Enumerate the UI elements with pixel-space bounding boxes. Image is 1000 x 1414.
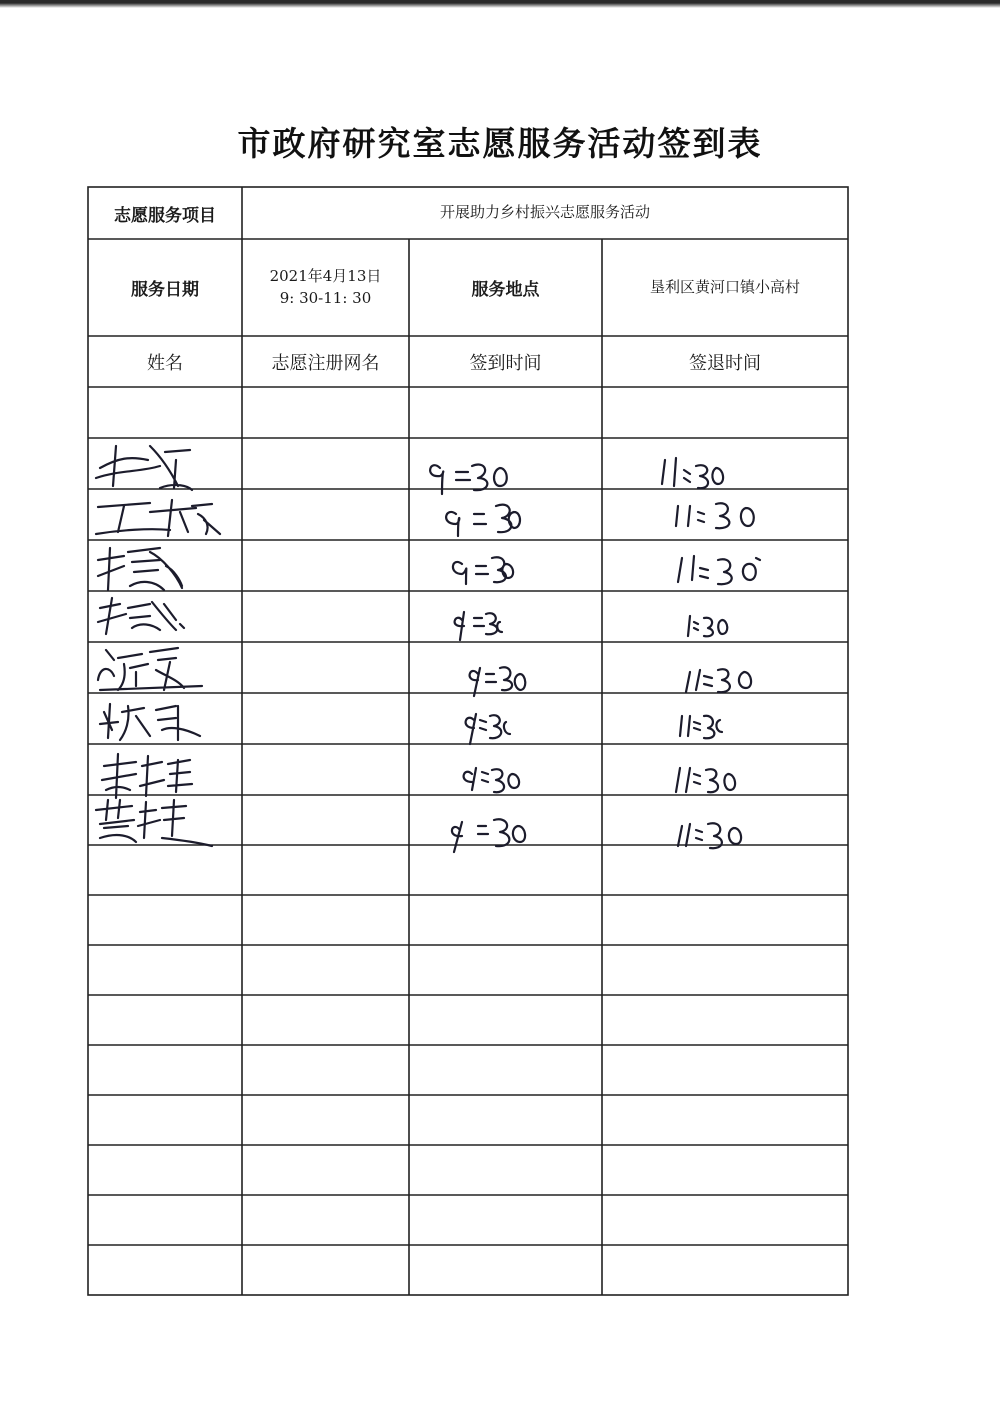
column-header-sign-in: 签到时间 bbox=[469, 352, 542, 374]
column-header-net-name: 志愿注册网名 bbox=[271, 352, 380, 374]
column-header-sign-out: 签退时间 bbox=[689, 352, 761, 374]
row-7-times bbox=[464, 768, 735, 792]
date-value-line2: 9: 30-11: 30 bbox=[279, 288, 372, 307]
project-label: 志愿服务项目 bbox=[114, 205, 216, 226]
page-title: 市政府研究室志愿服务活动签到表 bbox=[237, 124, 763, 163]
row-1-times bbox=[430, 458, 723, 494]
signature-row-5 bbox=[98, 648, 202, 690]
column-header-name: 姓名 bbox=[147, 352, 183, 374]
location-value: 垦利区黄河口镇小高村 bbox=[649, 277, 800, 296]
signature-row-8 bbox=[96, 800, 212, 846]
date-value-line1: 2021年4月13日 bbox=[269, 266, 382, 285]
date-label: 服务日期 bbox=[131, 280, 199, 300]
row-3-times bbox=[453, 556, 760, 584]
row-2-times bbox=[446, 503, 754, 536]
signature-row-7 bbox=[102, 754, 192, 798]
project-value: 开展助力乡村振兴志愿服务活动 bbox=[439, 203, 650, 222]
signature-row-3 bbox=[98, 548, 182, 590]
row-4-times bbox=[455, 612, 728, 640]
signature-row-6 bbox=[100, 704, 200, 740]
row-6-times bbox=[466, 714, 722, 744]
signature-row-4 bbox=[98, 598, 184, 634]
location-label: 服务地点 bbox=[471, 280, 540, 300]
signature-row-2 bbox=[96, 500, 220, 536]
row-8-times bbox=[452, 819, 741, 852]
row-5-times bbox=[470, 667, 751, 696]
signature-row-1 bbox=[96, 446, 192, 490]
